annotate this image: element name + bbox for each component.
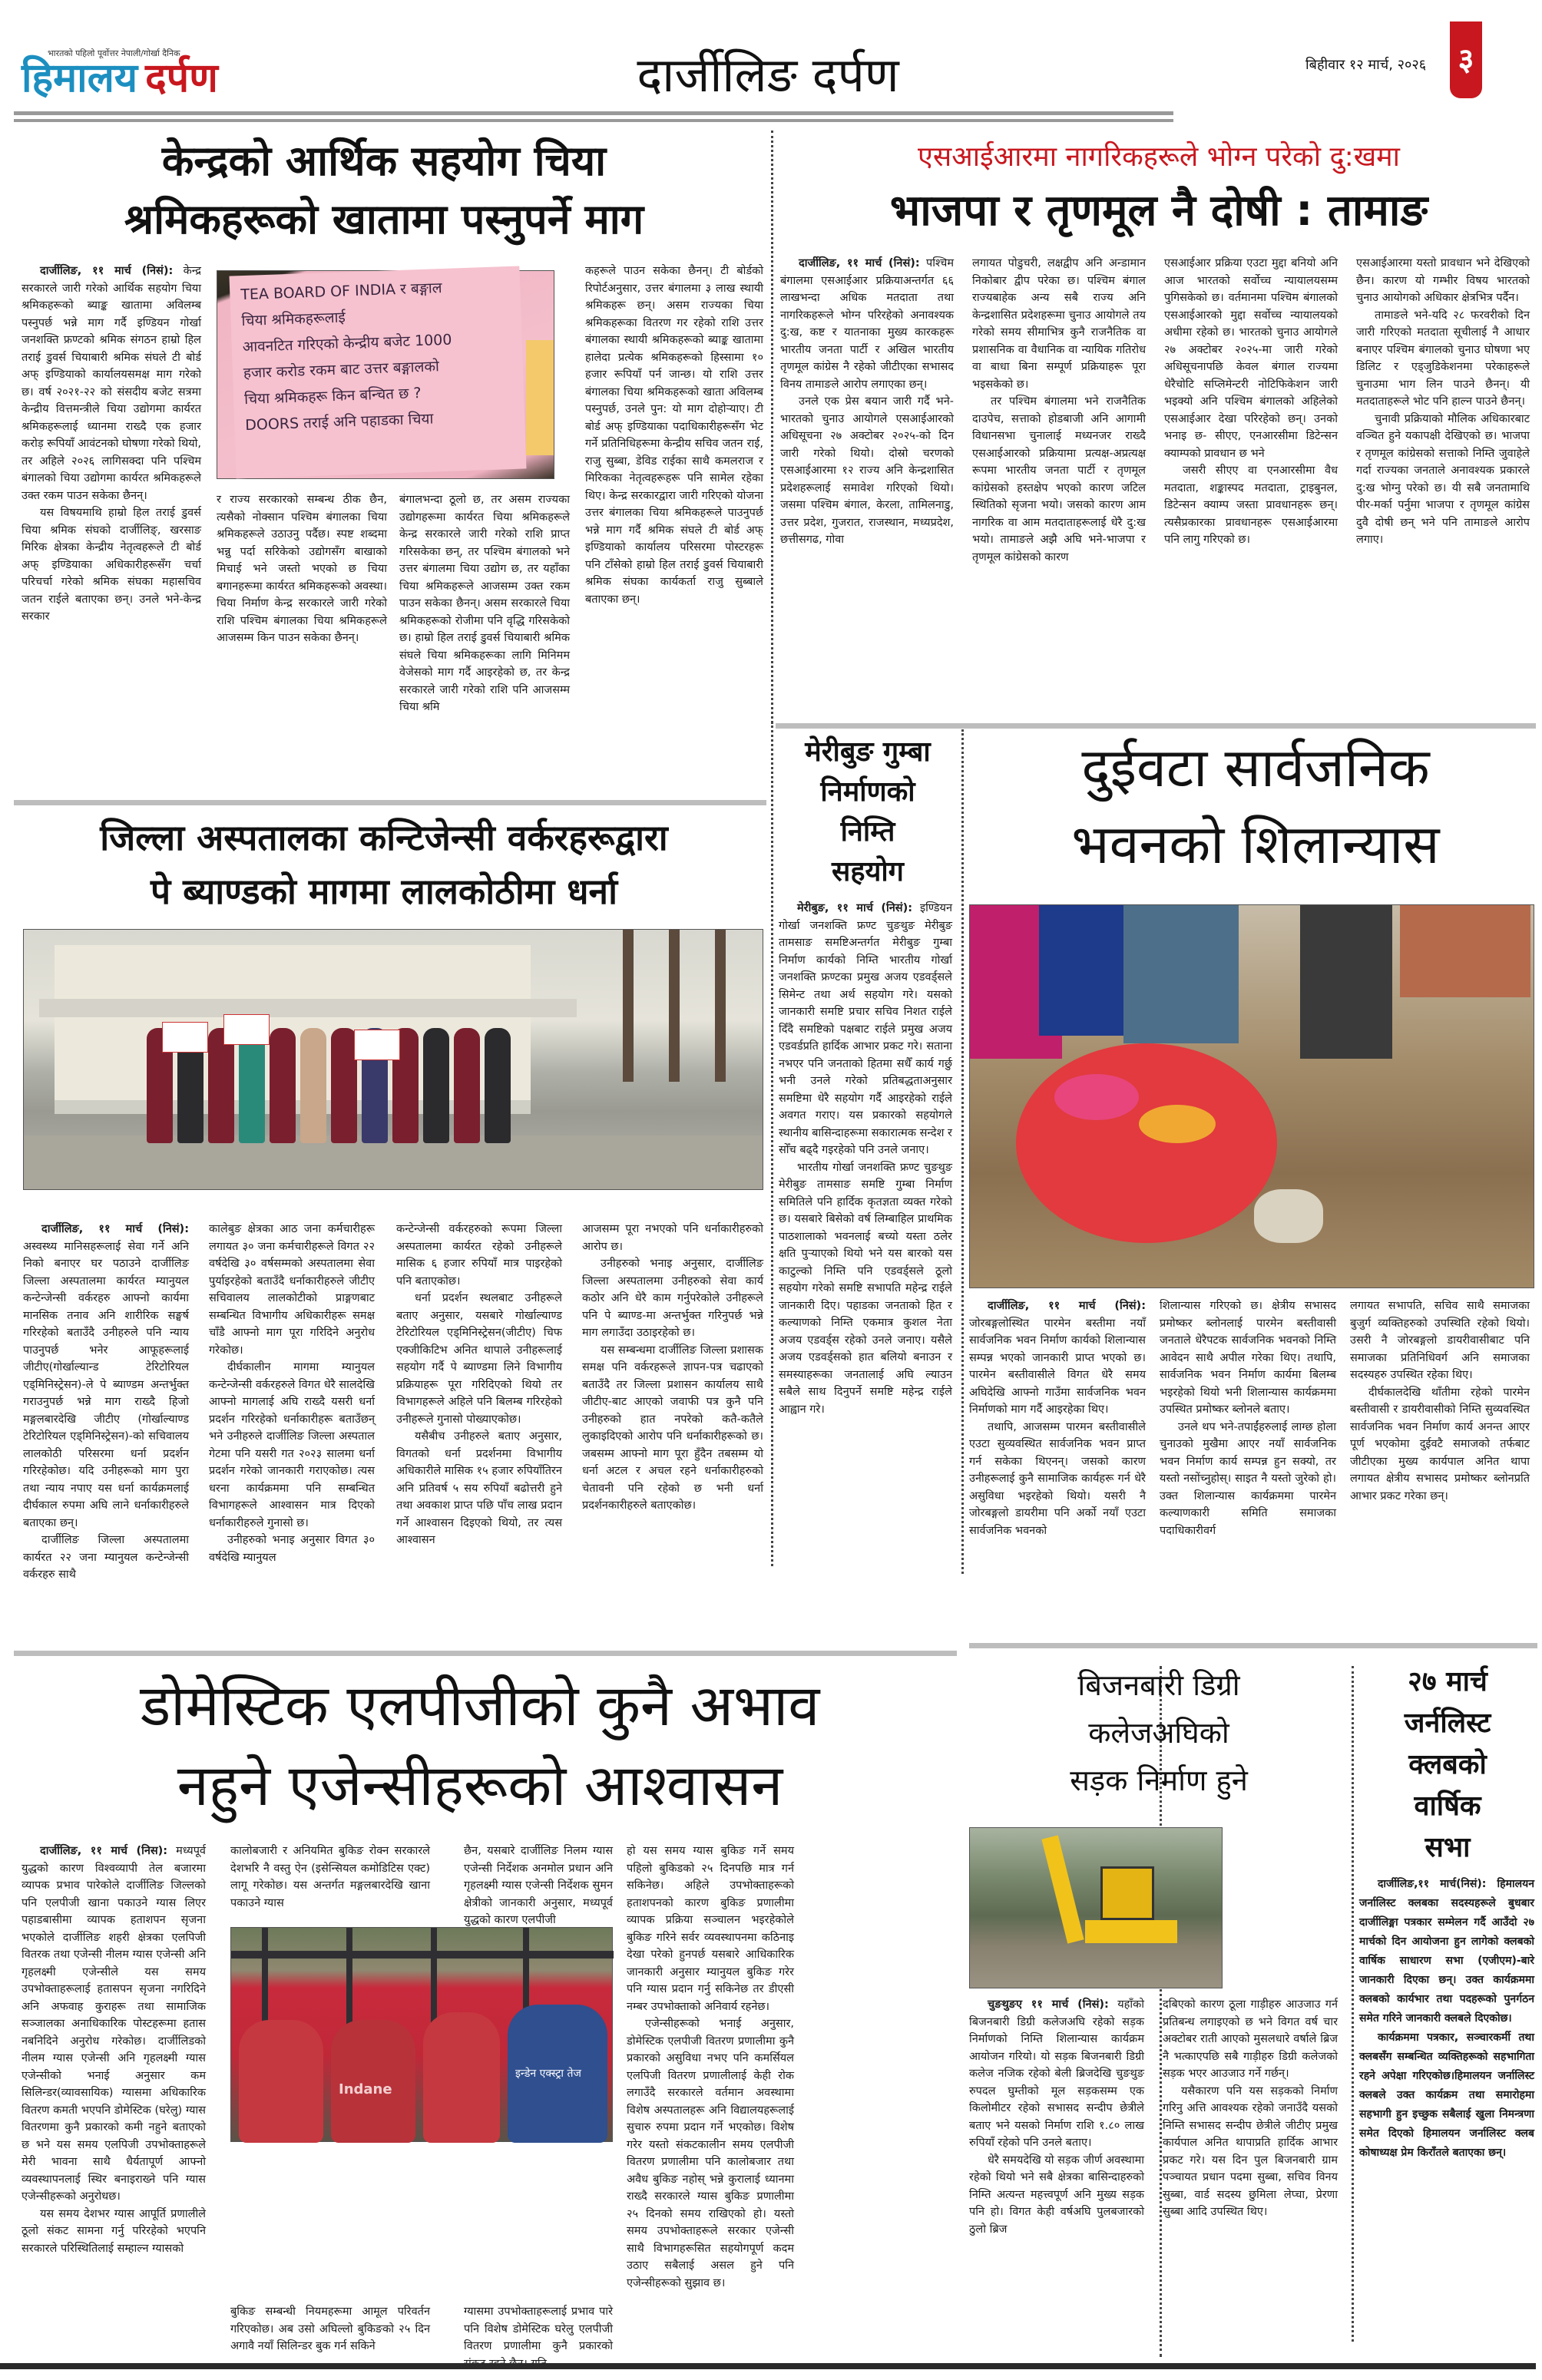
article-body-col2-bottom: बुकिङ सम्बन्धी नियमहरूमा आमूल परिवर्तन गरिएकोछ। अब उसो अघिल्लो बुकिङको २५ दिन अगावै नयाँ सिलिन्डर बुक गर्न सकिने (230, 2306, 430, 2352)
placard: TEA BOARD OF INDIA र बङ्गाल चिया श्रमिकहरूलाई आवनटित गरिएको केन्द्रीय बजेट 1000 हजार करोड रकम बाट उत्तर बङ्गालको चिया श्रमिकहरू किन बन्चित छ ? DOORS तराई अनि पहाडका चिया (230, 266, 527, 478)
dateline: दार्जीलिङ, ११ मार्च (निसं): (988, 1300, 1146, 1312)
brand-name-part1: हिमालय (22, 55, 138, 101)
article-body-col3-top: छैन, यसबारे दार्जीलिङ निलम ग्यास एजेन्सी निर्देशक अनमोल प्रधान अनि गृहलक्ष्मी ग्यास एजेन्सी निर्देशक सुमन क्षेत्रीको जानकारी अनुसार, मध्यपूर्व युद्धको कारण एलपीजी (464, 1845, 613, 1926)
column-divider (771, 131, 773, 806)
article-body-col1: दार्जीलिङ, ११ मार्च (निसं): अस्वस्थ्य मानिसहरूलाई सेवा गर्ने अनि निको बनाएर घर पठाउने दार्जीलिङ जिल्ला अस्पतालमा कार्यरत म्यानुयल कन्टेन्जेन्सी वर्करहरु आफ्नो कार्यमा मानसिक तनाव अनि शारीरिक सङ्घर्ष गरिरहेको बताउँदै उनीहरुले पनि न्याय पाउनुपर्छ भनेर आफूहरूलाई जीटीए(गोर्खाल्यान्ड टेरिटोरियल एड्मिनिस्ट्रेसन)-ले पे ब्याण्डम अन्तर्भुक्त गराउनुपर्छ भन्ने माग राख्दै हिजो मङ्गलबारदेखि जीटीए (गोर्खाल्याण्ड टेरिटोरियल एड्मिनिस्ट्रेसन)-को सचिवालय लालकोठी परिसरमा धर्ना प्रदर्शन गरिरहेकोछ। यदि उनीहरूको माग पुरा तथा न्याय नपाए यस धर्ना कार्यक्रमलाई दीर्घकाल रुपमा अघि लाने धर्नाकारीहरुले बताएका छन्। दार्जीलिङ जिल्ला अस्पतालमा कार्यरत २२ जना म्यानुयल कन्टेन्जेन्सी वर्करहरु साथै (23, 1223, 189, 1581)
dateline: दार्जीलिङ, ११ मार्च (निसं): (41, 1223, 189, 1235)
page-number-badge: ३ (1450, 21, 1482, 98)
article-tea-workers (0, 131, 768, 798)
page-bottom-rule (0, 2363, 1536, 2369)
article-body-col1: दार्जीलिङ, ११ मार्च (निसं): केन्द्र सरकारले जारी गरेको आर्थिक सहयोग चिया श्रमिकहरूको ब्याङ्क खातामा अविलम्ब पस्नुपर्छ भन्ने माग गर्दै इण्डियन गोर्खा जनशक्ति फ्रण्टको श्रमिक संगठन हाम्रो हिल तराई डुवर्स चियाबारी श्रमिक संघले टी बोर्ड अफ् इण्डियाको कार्यालयसमक्ष माग गरेको छ। वर्ष २०२१-२२ को संसदीय बजेट सत्रमा केन्द्रीय वित्तमन्त्रीले चिया उद्योगमा कार्यरत श्रमिकहरूलाई ध्यानमा राख्दै एक हजार करोड़ रूपियाँ आवंटनको घोषणा गरेको थियो, तर अहिले २०२६ लागिसक्दा पनि पश्चिम बंगालको चिया उद्योगमा कार्यरत श्रमिकहरूले उक्त रकम पाउन सकेका छैनन्। यस विषयमाथि हाम्रो हिल तराई डुवर्स चिया श्रमिक संघको दार्जीलिङ्, खरसाङ मिरिक क्षेत्रका केन्द्रीय नेतृत्वहरूले टी बोर्ड अफ् इण्डियाका अधिकारीहरूसँग चर्चा परिचर्चा गरेको श्रमिक संघका महासचिव जतन राईले बताएका छन्। उनले भने-केन्द्र सरकार (22, 265, 201, 623)
photo-hospital-protest (23, 929, 763, 1190)
article-body-col2: शिलान्यास गरिएको छ। क्षेत्रीय सभासद प्रमोष्कर ब्लोनलाई पारमेन बस्तीवासी जनताले धेरैपटक सार्वजनिक भवनको निम्ति आवेदन साथै अपील गरेका थिए। तथापि, सार्वजनिक भवन निर्माण कार्यमा बिलम्ब भइरहेको थियो भनी शिलान्यास कार्यक्रममा उपस्थित प्रमोष्कर ब्लोनले बताए। उनले थप भने-तपाईंहरुलाई लाग्छ होला चुनाउको मुखैमा आएर नयाँ सार्वजनिक भवन निर्माण कार्य सम्पन्न हुन सक्यो, तर यस्तो नसोंच्नुहोस्। साइत नै यस्तो जुरेको हो। उक्त शिलान्यास कार्यक्रममा पारमेन कल्याणकारी समिति समाजका पदाधिकारीवर्ग (1160, 1300, 1336, 1537)
dateline: दार्जीलिङ, ११ मार्च (निसं): (40, 265, 174, 277)
photo-foundation-ceremony (969, 904, 1534, 1288)
headline: दुईवटा सार्वजनिक भवनको शिलान्यास (1071, 736, 1440, 876)
headline: २७ मार्च जर्नलिस्ट क्लबको वार्षिक सभा (1404, 1666, 1491, 1863)
dateline: चुङथुङए ११ मार्च (निसं): (988, 1998, 1109, 2011)
article-body-col3: एसआईआर प्रक्रिया एउटा मुद्दा बनियो अनि आज भारतको सर्वोच्च न्यायालयसम्म पुगिसकेको छ। वर्तमानमा पश्चिम बंगालको एसआईआरको मुद्दा सर्वोच्च न्यायालयको अधीमा रहेको छ। भारतको चुनाउ आयोगले २७ अक्टोबर २०२५-मा जारी गरेको अधिसूचनापछि केवल बंगाल राज्यमा धेरैचोटि सप्लिमेन्टरी नोटिफिकेशन जारी भइक्यो अनि पश्चिम बंगालको अहिलेको एसआईआर देखा परिरहेको छन्। उनको भनाइ छ- सीएए, एनआरसीमा डिटेन्सन क्याम्पको प्रावधान छ भने जसरी सीएए वा एनआरसीमा वैध मतदाता, शङ्कास्पद मतदाता, ट्राइबुनल, डिटेन्सन क्याम्प जस्ता प्रावधानहरू छन्। त्यसैप्रकारका प्रावधानहरू एसआईआरमा पनि लागु गरिएको छ। (1164, 257, 1338, 546)
article-body-col4: आजसम्म पूरा नभएको पनि धर्नाकारीहरुको आरोप छ। उनीहरुको भनाइ अनुसार, दार्जीलिङ जिल्ला अस्पतालमा उनीहरुको सेवा कार्य कठोर अनि धेरै काम गर्नुपरेकोले उनीहरूले पनि पे ब्याण्ड-मा अन्तर्भुक्त गरिनुपर्छ भन्ने माग लगाउँदा उठाइरहेको छ। यस सम्बन्धमा दार्जीलिङ जिल्ला प्रशासक समक्ष पनि वर्करहरूले ज्ञापन-पत्र चढाएको बताउँदै तर जिल्ला प्रशासन कार्यालय साथै जीटीए-बाट आएको जवाफी पत्र कुनै पनि उनीहरुको हात नपरेको कतै-कतैले लुकाइदिएको आरोप पनि धर्नाकारीहरूको छ। जबसम्म आफ्नो माग पूरा हुँदैन तबसम्म यो धर्ना अटल र अचल रहने धर्नाकारीहरुको चेतावनी पनि रहेको छ भनी धर्ना प्रदर्शनकारीहरुले बताएकोछ। (582, 1223, 763, 1512)
article-body-col2: र राज्य सरकारको सम्बन्ध ठीक छैन, त्यसैको नोक्सान पश्चिम बंगालका चिया श्रमिकहरूले उठाउनु पर्दैछ। स्पष्ट शब्दमा भन्नु पर्दा सरिकेको उद्योगसँग बाखाको मिचाई भने जस्तो भएको छ चिया बगानहरूमा कार्यरत श्रमिकहरूको अवस्था। चिया निर्माण केन्द्र सरकारले जारी गरेको राशि पश्चिम बंगालका चिया श्रमिकहरूले आजसम्म किन पाउन सकेका छैनन्। (217, 494, 387, 644)
photo-road-construction (969, 1827, 1223, 1988)
dateline: दार्जीलिङ, ११ मार्च (निस): (40, 1845, 168, 1857)
photo-protest-placard (217, 270, 554, 479)
article-meribung (776, 729, 960, 1574)
article-body-col4: एसआईआरमा यस्तो प्रावधान भने देखिएको छैन। कारण यो गम्भीर विषय भारतको चुनाउ आयोगको अधिकार क्षेत्रभित्र पर्दैन। तामाङले भने-यदि २८ फरवरीको दिन जारी गरिएको मतदाता सूचीलाई नै आधार बनाएर पश्चिम बंगालको चुनाउ घोषणा भए डिलिट र एड्जुडिकेशनमा परेकाहरूले चुनाउमा भाग लिन पाउने छैनन्। यी मतदाताहरूले भोट पनि हाल्न पाउने छैनन्। चुनावी प्रक्रियाको मौलिक अधिकारबाट वञ्चित हुने यकापक्षी देखिएको छ। भाजपा र तृणमूल कांग्रेसको सत्ताको निम्ति जुवाहेले गर्दा राज्यका जनताले अनावश्यक प्रकारले दु:ख भोग्नु परेको छ। यी सबै जनतामाथि पीर-मर्का पर्नुमा भाजपा र तृणमूल कांग्रेस दुवै दोषी छन् भने पनि तामाङले आरोप लगाए। (1356, 257, 1530, 546)
article-body-col3: कन्टेन्जेन्सी वर्करहरुको रूपमा जिल्ला अस्पतालमा कार्यरत रहेको उनीहरूले मासिक ६ हजार रुपियाँ मात्र पाइरहेको पनि बताएकोछ। धर्ना प्रदर्शन स्थलबाट उनीहरूले बताए अनुसार, यसबारे गोर्खाल्याण्ड टेरिटोरियल एड्मिनिस्ट्रेसन(जीटीए) चिफ एक्जीकिटिभ अनित थापाले उनीहरूलाई सहयोग गर्दै पे ब्याण्डमा लिने विभागीय प्रक्रियाहरू पूरा गरिदिएको थियो तर विभागहरूले अहिले पनि बिलम्ब गरिरहेको उनीहरूले गुनासो पोख्याएकोछ। यसैबीच उनीहरुले बताए अनुसार, विगतको धर्ना प्रदर्शनमा विभागीय अधिकारीले मासिक १५ हजार रुपियाँतिरन अनि प्रतिवर्ष ५ सय रुपियाँ बढोत्तरी हुने तथा अवकाश प्राप्त पछि पाँच लाख प्रदान गर्ने आश्वासन दिइएको थियो, तर त्यस आश्वासन (396, 1223, 562, 1546)
headline: मेरीबुङ गुम्बा निर्माणको निम्ति सहयोग (805, 736, 931, 888)
article-body-col1: चुङथुङए ११ मार्च (निसं): यहाँको बिजनबारी डिग्री कलेजअघि रहेको सड़क निर्माणको निम्ति शिलान्यास कार्यक्रम आयोजन गरियो। यो सड़क बिजनबारी डिग्री कलेज नजिक रहेको बेली ब्रिजदेखि चुङथुङ रुपदल घुम्तीको मूल सड़कसम्म एक किलोमीटर रहेको सभासद सन्दीप छेत्रीले बताए भने यसको निर्माण राशि १.८० लाख रुपियाँ रहेको पनि उनले बताए। धेरै समयदेखि यो सड़क जीर्ण अवस्थामा रहेको थियो भने सबै क्षेत्रका बासिन्दाहरुको निम्ति अत्यन्त महत्त्वपूर्ण अनि मुख्य सड़क पनि हो। विगत केही वर्षअघि पुलबजारको ठुलो ब्रिज (969, 1998, 1145, 2236)
article-body-col2: लगायत पोडुचरी, लक्षद्वीप अनि अन्डामान निकोबार द्वीप परेका छ। पश्चिम बंगाल राज्यबाहेक अन्य सबै राज्य अनि केन्द्रशासित प्रदेशहरूमा चुनाउ आयोगले तय गरेको समय सीमाभित्र कुनै राजनैतिक वा प्रशासनिक वा वैधानिक वा न्यायिक गतिरोध वा बाधा बिना सम्पूर्ण प्रक्रियाहरू पूरा भइसकेको छ। तर पश्चिम बंगालमा भने राजनैतिक दाउपेच, सत्ताको होडबाजी अनि आगामी विधानसभा चुनालाई मध्यनजर राख्दै एसआईआरको प्रक्रियामा प्रत्यक्ष-अप्रत्यक्ष रूपमा भारतीय जनता पार्टी र तृणमूल कांग्रेसको हस्तक्षेप भएको कारण जटिल स्थितिको सृजना भयो। जसको कारण आम नागरिक वा आम मतदाताहरूलाई धेरै दु:ख भयो। तामाङले अझै अघि भने-भाजपा र तृणमूल कांग्रेसको कारण (972, 257, 1146, 564)
headline: डोमेस्टिक एलपीजीको कुनै अभाव नहुने एजेन्सीहरूको आश्वासन (140, 1673, 820, 1819)
article-body: मेरीबुङ, ११ मार्च (निसं): इण्डियन गोर्खा जनशक्ति फ्रण्ट चुङथुङ मेरीबुङ तामसाङ समष्टिअन्तर्गत मेरीबुङ गुम्बा निर्माण कार्यको निम्ति भारतीय गोर्खा जनशक्ति फ्रण्टका प्रमुख अजय एडवर्ड्सले सिमेन्ट तथा अर्थ सहयोग गरे। यसको जानकारी समष्टि प्रचार सचिव निशत राईले दिँदै समष्टिको पक्षबाट राईले प्रमुख अजय एडवर्डप्रति हार्दिक आभार प्रकट गरे। सताना नभएर पनि जनताको हितमा सधैँ कार्य गर्छु भनी उनले गरेको प्रतिबद्धताअनुसार समष्टिमा धेरै सहयोग गर्दै आइरहेको राईले अवगत गराए। यस प्रकारको सहयोगले स्थानीय बासिन्दाहरूमा सकारात्मक सन्देश र सोँच बढ्दै गइरहेको पनि उनले जनाए। भारतीय गोर्खा जनशक्ति फ्रण्ट चुङथुङ मेरीबुङ तामसाङ समष्टि गुम्बा निर्माण समितिले पनि हार्दिक कृतज्ञता व्यक्त गरेको छ। यसबारे बिसेको वर्ष लिम्बाहिल प्राथमिक पाठशालाको भवनलाई बच्यो यस्ता ठलेर क्षति पुऱ्याएको थियो भने यस बारको यस काटुल्को निम्ति पनि एडवर्ड्सले ठूलो सहयोग गरेको समष्टि सभापति महेन्द्र राईले जानकारी दिए। पहाडका जनताको हित र कल्याणको निम्ति एकमात्र कुशल नेता अजय एडवर्ड्स रहेको उनले जनाए। यसैले अजय एडवर्ड्सको हात बलियो बनाउन र समस्याहरूका जनतालाई अघि ल्याउन सबैले साथ दिनुपर्ने समष्टि महेन्द्र राईले आह्वान गरे। (779, 902, 952, 1416)
kicker: एसआईआरमा नागरिकहरूले भोग्न परेको दु:खमा (917, 141, 1401, 173)
cylinder-label: इन्डेन एक्स्ट्रा तेज (515, 2068, 581, 2080)
article-sir-tamang (776, 131, 1542, 722)
photo-lpg-cylinders (230, 1927, 613, 2142)
article-body-col2-top: कालोबजारी र अनियमित बुकिङ रोक्न सरकारले देशभरि नै वस्तु ऐन (इसेन्सियल कमोडिटिस एक्ट) लागू गरेकोछ। यस अन्तर्गत मङ्गलबारदेखि खाना पकाउने ग्यास (230, 1845, 430, 1909)
article-body-col3: बंगालभन्दा ठूलो छ, तर असम राज्यका उद्योगहरूमा कार्यरत चिया श्रमिकहरूले केन्द्र सरकारले जारी गरेको राशि प्राप्त गरिसकेका छन्, तर पश्चिम बंगालको भने उत्तर बंगालमा चिया उद्योग छ, तर यहाँका चिया श्रमिकहरूले आजसम्म उक्त रकम पाउन सकेका छैनन्। असम सरकारले चिया श्रमिकहरूको रोजीमा पनि वृद्धि गरिसकेको छ। हाम्रो हिल तराई डुवर्स चियाबारी श्रमिक संघले चिया श्रमिकहरूका लागि मिनिमम वेजेसको माग गर्दै आइरहेको छ, तर केन्द्र सरकारले जारी गरेको राशि पनि आजसम्म चिया श्रमि (399, 494, 570, 713)
article-body-col2: कालेबुङ क्षेत्रका आठ जना कर्मचारीहरू लगायत ३० जना कर्मचारीहरूले विगत २२ वर्षदेखि ३० वर्षसम्मको अस्पतालमा सेवा पुर्याइरहेको बताउँदै धर्नाकारीहरुले जीटीए सचिवालय लालकोटीको प्राङ्गणबाट सम्बन्धित विभागीय अधिकारीहरू समक्ष चाँडै आफ्नो माग पूरा गरिदिने अनुरोध गरेकोछ। दीर्घकालीन मागमा म्यानुयल कन्टेन्जेन्सी वर्करहरुले विगत धेरै सालदेखि आफ्नो मागलाई अघि राख्दै यसरी धर्ना प्रदर्शन गरिरहेको धर्नाकारीहरू बताउँछन् भने उनीहरुले दार्जीलिङ जिल्ला अस्पताल गेटमा पनि यसरी गत २०२३ सालमा धर्ना प्रदर्शन गरेको जानकारी गराएकोछ। त्यस धरना कार्यक्रममा पनि सम्बन्धित विभागहरूले आश्वासन मात्र दिएको धर्नाकारीहरुले गुनासो छ। उनीहरुको भनाइ अनुसार विगत ३० वर्षदेखि म्यानुयल (209, 1223, 375, 1564)
column-divider (961, 729, 964, 1574)
article-journalist-club (1359, 1658, 1542, 2365)
dateline: दार्जीलिङ, ११ मार्च (निसं): (799, 257, 920, 269)
cylinder-label: Indane (339, 2081, 392, 2097)
masthead-rule-full (14, 111, 1173, 122)
headline-line: केन्द्रको आर्थिक सहयोग चिया (161, 137, 607, 185)
article-body-col3-bottom: ग्यासमा उपभोक्ताहरूलाई प्रभाव पारे पनि विशेष डोमेस्टिक घरेलु एलपीजी वितरण प्रणालीमा कुनै प्रकारको (464, 2306, 613, 2352)
dateline: दार्जीलिङ,११ मार्च(निसं): (1378, 1878, 1487, 1890)
dateline: मेरीबुङ, ११ मार्च (निसं): (797, 902, 913, 914)
brand-name-part2: दर्पण (145, 55, 218, 101)
headline: जिल्ला अस्पतालका कन्टिजेन्सी वर्करहरूद्वारा पे ब्याण्डको मागमा लालकोठीमा धर्ना (100, 817, 668, 912)
article-body: दार्जीलिङ,११ मार्च(निसं): हिमालयन जर्नालिस्ट क्लबका सदस्यहरूले बुधबार दार्जीलिङ्मा पत्रकार सम्मेलन गर्दै आउँदो २७ मार्चको दिन आयोजना हुन लागेको क्लबको वार्षिक साधारण सभा (एजीएम)-बारे जानकारी दिएका छन्। उक्त कार्यक्रममा क्लबको कार्यभार तथा पदहरूको पुनर्गठन समेत गरिने जानकारी क्लबले दिएकोछ। कार्यक्रममा पत्रकार, सञ्चारकर्मी तथा क्लबसँग सम्बन्धित व्यक्तिहरूको सहभागिता रहने अपेक्षा गरिएकोछ।हिमालयन जर्नालिस्ट क्लबले उक्त कार्यक्रम तथा समारोहमा सहभागी हुन इच्छुक सबैलाई खुला निमन्त्रणा समेत दिएको हिमालयन जर्नालिस्ट क्लब कोषाध्यक्ष प्रेम किराँतले बताएका छन्। (1359, 1878, 1534, 2159)
headline: भाजपा र तृणमूल नै दोषी : तामाङ (889, 186, 1428, 236)
section-title: दार्जीलिङ दर्पण (637, 47, 899, 103)
headline-line: श्रमिकहरूको खातामा पस्नुपर्ने माग (124, 195, 644, 243)
brand-logo[interactable] (22, 55, 218, 101)
section-rule (14, 1651, 957, 1656)
column-divider (1352, 1666, 1354, 2342)
article-body-col4: हो यस समय ग्यास बुकिङ गर्ने समय पहिलो बुकिडको २५ दिनपछि मात्र गर्न सकिनेछ। अहिले उपभोक्ताहरूको हताशपनको कारण बुकिङ प्रणालीमा व्यापक प्रक्रिया सञ्चालन भइरहेकोले बुकिङ गरिने सर्वर व्यवस्थापनमा कठिनाइ देखा परेको हुनपर्छ यसबारे आधिकारिक जानकारी अनुसार म्यानुयल बुकिङ गरेर पनि ग्यास प्रदान गर्नु सकिनेछ तर डीएसी नम्बर उपभोक्ताको अनिवार्य रहनेछ। एजेन्सीहरूको भनाई अनुसार, डोमेस्टिक एलपीजी वितरण प्रणालीमा कुनै प्रकारको असुविधा नभए पनि कमर्सियल एलपिजी वितरण प्रणालीलाई केही रोक लगाउँदै सरकारले वर्तमान अवस्थामा विशेष अस्पतालहरू अनि विद्यालयहरूलाई सुचारु रुपमा प्रदान गर्ने भएकोछ। विशेष गरेर यस्तो संकटकालीन समय एलपीजी वितरण प्रणालीमा पनि कालोबजार तथा अवैध बुकिङ नहोस् भन्ने कुरालाई ध्यानमा राख्दै सरकारले ग्यास बुकिङ प्रणालीमा २५ दिनको समय राखिएको हो। यस्तो समय उपभोक्ताहरूले सरकार एजेन्सी साथै विभागहरूसित सहयोगपूर्ण कदम उठाए सबैलाई असल हुने पनि एजेन्सीहरूको सुझाव छ। (627, 1845, 794, 2289)
headline (0, 132, 768, 249)
article-lpg (0, 1658, 960, 2365)
column-divider (771, 722, 773, 1566)
brand-tagline: भारतको पहिलो पूर्वोत्तर नेपाली/गोर्खा दैनिक (48, 48, 180, 58)
article-body-col1: दार्जीलिङ, ११ मार्च (निसं): जोरबङ्गलोस्थित पारमेन बस्तीमा नयाँ सार्वजनिक भवन निर्माण कार्यको शिलान्यास सम्पन्न भएको जानकारी प्राप्त भएको छ। पारमेन बस्तीवासीले विगत धेरै समय अघिदेखि आफ्नो गाउँमा सार्वजनिक भवन निर्माणको माग गर्दै आइरहेका थिए। तथापि, आजसम्म पारमन बस्तीवासीले एउटा सुव्यवस्थित सार्वजनिक भवन प्राप्त गर्न सकेका थिएनन्। जसको कारण उनीहरूलाई कुनै सामाजिक कार्यहरू गर्न धेरै असुविधा भइरहेको थियो। यसरी नै जोरबङ्गलो डायरीमा पनि अर्को नयाँ एउटा सार्वजनिक भवनको (969, 1300, 1146, 1537)
article-body-col4: कहरूले पाउन सकेका छैनन्। टी बोर्डको रिपोर्टअनुसार, उत्तर बंगालमा ३ लाख स्थायी श्रमिकहरू छन्। असम राज्यका चिया श्रमिकहरूका वितरण गर रहेको राशि उत्तर बंगालका स्थायी श्रमिकहरूको ब्याङ्क खातामा हालेदा प्रत्येक श्रमिकहरूको हिस्सामा १० हजार रूपियाँ पर्न जान्छ। यो राशि उत्तर बंगालका चिया श्रमिकहरूको खाता अविलम्ब पस्नुपर्छ, उनले पुन: यो माग दोहोर्‍याए। टी बोर्ड अफ् इण्डियाका पदाधिकारीहरूसँग भेट गर्ने प्रतिनिधिहरूमा केन्द्रीय सचिव जतन राई, राजु सुब्बा, डेविड राईका साथै कमलराज र मिरिकका नेतृत्वहरूहरू पनि सामेल रहेका थिए। केन्द्र सरकारद्वारा जारी गरिएको योजना उत्तर बंगालका चिया श्रमिकहरूले पाउनुपर्छ भन्ने माग गर्दै श्रमिक संघले टी बोर्ड अफ् इण्डियाको कार्यालय परिसरमा पोस्टरहरू पनि टाँसेको हाम्रो हिल तराई डुवर्स चियाबारी श्रमिक संघका कार्यकर्ता राजु सुब्बाले बताएका छन्। (585, 265, 763, 606)
article-bijanbari-road (969, 1658, 1348, 2365)
section-rule (776, 723, 1536, 729)
article-hospital-workers (0, 806, 768, 1643)
issue-date: बिहीवार १२ मार्च, २०२६ (1305, 57, 1427, 73)
article-public-buildings (969, 729, 1542, 1574)
headline: बिजनबारी डिग्री कलेजअघिको सड़क निर्माण हुने (1070, 1668, 1248, 1797)
section-rule (969, 1643, 1537, 1648)
article-body-col3: लगायत सभापति, सचिव साथै समाजका बुजुर्ग व्यक्तिहरुको उपस्थिति रहेको थियो। उसरी नै जोरबङ्गलो डायरीवासीबाट पनि समाजका प्रतिनिधिवर्ग अनि समाजका सदस्यहरु उपस्थित रहेका थिए। दीर्घकालदेखि थाँतीमा रहेको पारमेन बस्तीवासी र डायरीवासीको निम्ति सुव्यवस्थित सार्वजनिक भवन निर्माण कार्य अनन्त आएर पूर्ण भएकोमा दुईवटै समाजको तर्फबाट जीटीएका मुख्य कार्यपाल अनित थापा लगायत क्षेत्रीय सभासद प्रमोष्कर ब्लोनप्रति आभार प्रकट गरेका छन्। (1350, 1300, 1530, 1502)
section-rule (14, 800, 766, 805)
article-body-col1: दार्जीलिङ, ११ मार्च (निसं): पश्चिम बंगालमा एसआईआर प्रक्रियाअन्तर्गत ६६ लाखभन्दा अधिक मतदाता तथा नागरिकहरूले भोग्न परिरहेको अनावश्यक दु:ख, कष्ट र यातनाका मुख्य कारकहरू भारतीय जनता पार्टी र अखिल भारतीय तृणमूल कांग्रेस नै रहेको जीटीएका सभासद विनय तामाङले आरोप लगाएका छन्। उनले एक प्रेस बयान जारी गर्दै भने-भारतको चुनाउ आयोगले एसआईआरको अधिसूचना २७ अक्टोबर २०२५-को दिन जारी गरेको थियो। दोस्रो चरणको एसआईआरमा १२ राज्य अनि केन्द्रशासित प्रदेशहरूलाई समावेश गरिएको थियो। जसमा पश्चिम बंगाल, केरला, तामिलनाडु, उत्तर प्रदेश, गुजरात, राजस्थान, मध्यप्रदेश, छत्तीसगढ, गोवा (780, 257, 954, 546)
article-body-col1: दार्जीलिङ, ११ मार्च (निस): मध्यपूर्व युद्धको कारण विश्वव्यापी तेल बजारमा व्यापक प्रभाव पारेकोले दार्जीलिङ जिल्लको पनि एलपीजी खाना पकाउने ग्यास लिएर पहाडबासीमा व्यापक हताशपन सृजना भएकोले दार्जीलिङ शहरी क्षेत्रका एलपिजी वितरक तथा एजेन्सी नीलम ग्यास एजेन्सी अनि गृहलक्ष्मी एजेन्सीले यस समय उपभोक्ताहरूलाई हतासपन सृजना नगरिदिने अनि अफवाह कुराहरू तथा सामाजिक सञ्जालका अनाधिकारिक पोस्टहरूमा हतास नबनिदिने अनुरोध गरेकोछ। दार्जीलिडको नीलम ग्यास एजेन्सी अनि गृहलक्ष्मी ग्यास एजेन्सीको भनाई अनुसार कम सिलिन्डर(व्यावसायिक) ग्यासमा अधिकारिक वितरण कमती भएपनि डोमेस्टिक (घरेलु) ग्यास वितरणमा कुनै प्रकारको कमी नहुने बताएको छ भने यस समय एलपिजी उपभोक्ताहरूले मेरी भावना साथै धैर्यतापूर्ण आफ्नो व्यवस्थापनलाई स्थिर बनाइराख्ने पनि ग्यास एजेन्सीहरूको अनुरोधछ। यस समय देशभर ग्यास आपूर्ति प्रणालीले ठूलो संकट सामना गर्नु परिरहेको भएपनि सरकारले परिस्थितिलाई सम्हाल्न ग्यासको (22, 1845, 206, 2255)
article-body-col2: दबिएको कारण ठूला गाड़ीहरु आउजाउ गर्न प्रतिबन्ध लगाइएको छ भने विगत वर्ष चार अक्टोबर राती आएको मुसलधारे वर्षाले ब्रिज नै भत्काएपछि सबै गाड़ीहरु डिग्री कलेजको सड़क भएर आउजाउ गर्ने गर्छन्। यसैकारण पनि यस सड़कको निर्माण गरिनु अत्ति आवश्यक रहेको जनाउँदै यसको निम्ति सभासद सन्दीप छेत्रीले जीटीए प्रमुख कार्यपाल अनित थापाप्रति हार्दिक आभार प्रकट गरे। यस दिन पुल बिजनबारी ग्राम पञ्चायत प्रधान पदमा सुब्बा, सचिव विनय सुब्बा, वार्ड सदस्य छुमिला लेप्चा, प्रेरणा सुब्बा आदि उपस्थित थिए। (1163, 1998, 1338, 2218)
